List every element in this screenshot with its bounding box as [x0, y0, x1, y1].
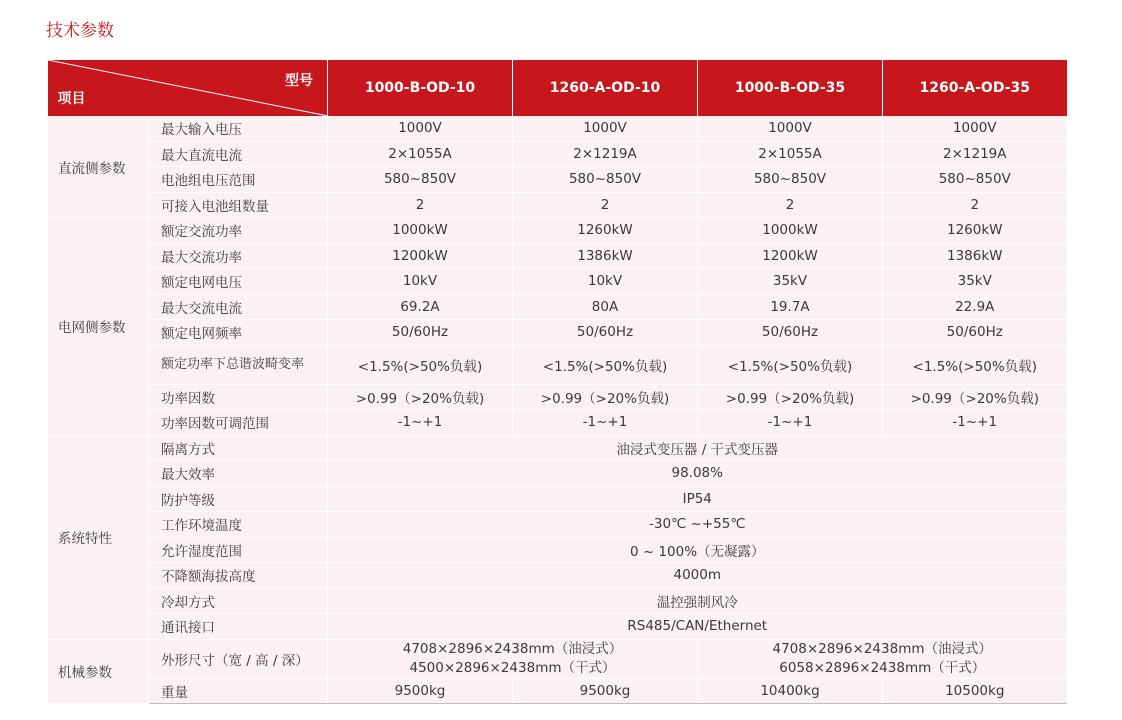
param-value: 0 ~ 100%（无凝露）: [328, 537, 1067, 563]
table-row: [48, 410, 1067, 436]
param-value: 1000kW: [328, 218, 513, 244]
param-value: 80A: [513, 294, 698, 320]
param-value: -1~+1: [328, 410, 513, 436]
param-value: 1000V: [513, 116, 698, 141]
param-value: 2×1055A: [328, 141, 513, 167]
param-value: 2: [328, 192, 513, 218]
dimension-line: 4708×2896×2438mm（油浸式）: [402, 640, 623, 657]
param-name: 最大直流电流: [149, 141, 328, 167]
param-value: >0.99（>20%负载): [698, 384, 883, 410]
param-value: -1~+1: [513, 410, 698, 436]
param-name: 可接入电池组数量: [149, 192, 328, 218]
param-value: 35kV: [698, 269, 883, 295]
param-name: 防护等级: [149, 486, 328, 512]
table-row: [48, 614, 1067, 640]
param-name: 功率因数: [149, 384, 328, 410]
param-name: 重量: [149, 678, 328, 704]
param-value: >0.99（>20%负载): [513, 384, 698, 410]
corner-header: [48, 60, 328, 116]
param-name: 最大交流功率: [149, 243, 328, 269]
param-value: 10400kg: [698, 678, 883, 704]
table-row: [48, 320, 1067, 346]
param-value: 1200kW: [328, 243, 513, 269]
param-name: 额定交流功率: [149, 218, 328, 244]
table-row: [48, 141, 1067, 167]
model-header: 1000-B-OD-10: [328, 60, 513, 116]
param-value: 1386kW: [513, 243, 698, 269]
group-label-grid: 电网侧参数: [48, 218, 149, 436]
param-name: 隔离方式: [149, 435, 328, 461]
table-row: [48, 384, 1067, 410]
param-value: 油浸式变压器 / 干式变压器: [328, 435, 1067, 461]
table-row: [48, 294, 1067, 320]
param-value: 1260kW: [513, 218, 698, 244]
param-value: 2: [883, 192, 1067, 218]
table-row: [48, 639, 1067, 678]
model-header: 1000-B-OD-35: [698, 60, 883, 116]
group-label-dc: 直流侧参数: [48, 116, 149, 218]
param-value: -30℃ ~+55℃: [328, 512, 1067, 538]
param-value: <1.5%(>50%负载): [883, 345, 1067, 384]
model-header: 1260-A-OD-35: [883, 60, 1067, 116]
param-value: 50/60Hz: [883, 320, 1067, 346]
group-label-system: 系统特性: [48, 435, 149, 639]
model-header: 1260-A-OD-10: [513, 60, 698, 116]
param-name: 最大效率: [149, 461, 328, 487]
param-value: [698, 639, 1067, 678]
param-value: 35kV: [883, 269, 1067, 295]
param-value: [328, 639, 698, 678]
page-title: 技术参数: [46, 21, 114, 41]
param-value: 22.9A: [883, 294, 1067, 320]
table-row: [48, 269, 1067, 295]
table-row: [48, 192, 1067, 218]
param-value: 580~850V: [513, 167, 698, 193]
param-value: RS485/CAN/Ethernet: [328, 614, 1067, 640]
param-name: 最大输入电压: [149, 116, 328, 141]
dimension-line: 4708×2896×2438mm（油浸式）: [772, 640, 992, 657]
param-value: <1.5%(>50%负载): [513, 345, 698, 384]
param-value: 69.2A: [328, 294, 513, 320]
param-value: 9500kg: [328, 678, 513, 704]
param-value: 2×1219A: [513, 141, 698, 167]
table-row: [48, 563, 1067, 589]
param-name: 最大交流电流: [149, 294, 328, 320]
param-value: 1000V: [328, 116, 513, 141]
table-row: [48, 167, 1067, 193]
spec-table: [47, 60, 1067, 704]
table-row: [48, 537, 1067, 563]
param-value: IP54: [328, 486, 1067, 512]
header-row: [48, 60, 1067, 116]
table-row: [48, 461, 1067, 487]
param-value: 2×1055A: [698, 141, 883, 167]
param-name: 冷却方式: [149, 588, 328, 614]
param-name: 额定电网电压: [149, 269, 328, 295]
param-value: -1~+1: [883, 410, 1067, 436]
param-name: 功率因数可调范围: [149, 410, 328, 436]
param-value: 4000m: [328, 563, 1067, 589]
param-value: 580~850V: [328, 167, 513, 193]
param-value: 1000V: [698, 116, 883, 141]
table-row: [48, 218, 1067, 244]
param-name: 外形尺寸（宽 / 高 / 深）: [149, 639, 328, 678]
param-value: 50/60Hz: [513, 320, 698, 346]
param-value: >0.99（>20%负载): [883, 384, 1067, 410]
param-name: 电池组电压范围: [149, 167, 328, 193]
param-value: 2: [513, 192, 698, 218]
model-label: 型号: [285, 73, 313, 89]
param-value: 580~850V: [698, 167, 883, 193]
param-name: 额定功率下总谐波畸变率: [149, 345, 328, 384]
param-value: <1.5%(>50%负载): [328, 345, 513, 384]
param-value: 1000V: [883, 116, 1067, 141]
param-value: 50/60Hz: [698, 320, 883, 346]
param-value: 9500kg: [513, 678, 698, 704]
group-label-mech: 机械参数: [48, 639, 149, 704]
param-name: 通讯接口: [149, 614, 328, 640]
dimension-line: 4500×2896×2438mm（干式）: [409, 659, 616, 676]
param-value: 19.7A: [698, 294, 883, 320]
param-value: 580~850V: [883, 167, 1067, 193]
table-row: [48, 116, 1067, 141]
param-value: -1~+1: [698, 410, 883, 436]
param-name: 不降额海拔高度: [149, 563, 328, 589]
param-value: 1200kW: [698, 243, 883, 269]
param-value: 98.08%: [328, 461, 1067, 487]
table-row: [48, 243, 1067, 269]
param-value: 1000kW: [698, 218, 883, 244]
table-row: [48, 486, 1067, 512]
param-name: 工作环境温度: [149, 512, 328, 538]
param-name: 允许湿度范围: [149, 537, 328, 563]
param-value: 1386kW: [883, 243, 1067, 269]
param-value: 1260kW: [883, 218, 1067, 244]
table-row: [48, 588, 1067, 614]
param-value: 2: [698, 192, 883, 218]
param-value: 10kV: [513, 269, 698, 295]
param-value: 10kV: [328, 269, 513, 295]
param-value: 50/60Hz: [328, 320, 513, 346]
param-value: >0.99（>20%负载): [328, 384, 513, 410]
param-value: 2×1219A: [883, 141, 1067, 167]
table-row: [48, 345, 1067, 384]
table-row: [48, 678, 1067, 704]
table-row: [48, 512, 1067, 538]
item-label: 项目: [57, 91, 86, 107]
dimension-line: 6058×2896×2438mm（干式）: [779, 659, 986, 676]
param-value: 10500kg: [883, 678, 1067, 704]
table-row: [48, 435, 1067, 461]
param-value: 温控强制风冷: [328, 588, 1067, 614]
param-name: 额定电网频率: [149, 320, 328, 346]
param-value: <1.5%(>50%负载): [698, 345, 883, 384]
